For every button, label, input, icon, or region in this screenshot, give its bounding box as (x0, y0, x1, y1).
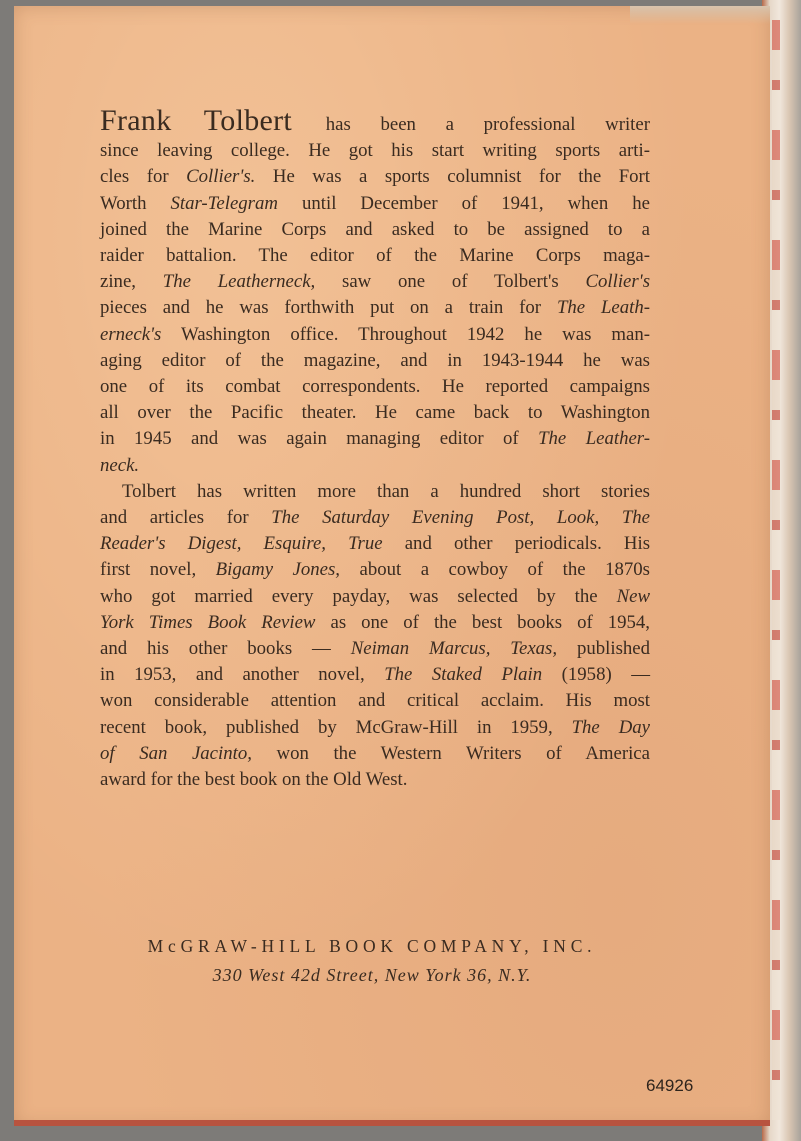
bio-text: raider battalion. The editor of the Marine Corps maga- (100, 245, 650, 267)
bio-line (100, 243, 650, 269)
bio-text: Worth (100, 192, 171, 214)
bio-line (100, 104, 650, 138)
bio-text: published (557, 638, 650, 660)
bio-line (100, 662, 650, 688)
italic-title: neck. (100, 454, 140, 476)
bio-line (100, 191, 650, 217)
bio-text: award for the best book on the Old West. (100, 769, 408, 791)
bio-line (100, 688, 650, 714)
bio-text: (1958) — (542, 664, 650, 686)
bio-text: one of its combat correspondents. He reported campaigns (100, 376, 650, 398)
italic-title: Star-Telegram (170, 192, 278, 214)
bio-text: cles for (100, 166, 187, 188)
bio-text: saw one of Tolbert's (315, 271, 586, 293)
bio-text: first novel, (100, 559, 216, 581)
bio-line (100, 453, 650, 479)
bio-line (100, 531, 650, 557)
bio-line (100, 322, 650, 348)
bio-text: has been a professional writer (296, 114, 650, 135)
bio-line (100, 715, 650, 741)
bio-text: until December of 1941, when he (277, 192, 650, 214)
bio-text: pieces and he was forthwith put on a train for (100, 297, 557, 319)
bio-line (100, 584, 650, 610)
bio-line (100, 610, 650, 636)
bio-line (100, 217, 650, 243)
bio-line (100, 138, 650, 164)
bio-text: won considerable attention and critical acclaim. His most (100, 690, 650, 712)
bio-text: Tolbert has written more than a hundred short stories (122, 480, 650, 502)
bio-text: Washington office. Throughout 1942 he was man- (161, 323, 650, 345)
jacket-wear (630, 6, 770, 24)
italic-title: York Times Book Review (100, 611, 316, 633)
author-name: Frank Tolbert (100, 104, 293, 137)
bio-line (100, 269, 650, 295)
bio-text: in 1953, and another novel, (100, 664, 385, 686)
italic-title: The Leath- (556, 297, 651, 319)
italic-title: Neiman Marcus, Texas, (350, 638, 558, 660)
bio-text: zine, (100, 271, 163, 293)
bio-text: since leaving college. He got his start writing sports arti- (100, 140, 650, 162)
bio-line (100, 295, 650, 321)
bio-text: about a cowboy of the 1870s (340, 559, 650, 581)
bio-text: all over the Pacific theater. He came back to Washington (100, 402, 650, 424)
bio-text: in 1945 and was again managing editor of (100, 428, 539, 450)
publisher-address: 330 West 42d Street, New York 36, N.Y. (212, 965, 532, 985)
bio-line (100, 557, 650, 583)
italic-title: Collier's (585, 271, 651, 293)
bio-text: who got married every payday, was selected by the (100, 585, 617, 607)
italic-title: The Saturday Evening Post, Look, The (271, 507, 650, 529)
bio-text: won the Western Writers of America (251, 742, 650, 764)
book-code: 64926 (646, 1076, 694, 1095)
bio-text: He was a sports columnist for the Fort (255, 166, 650, 188)
italic-title: New (616, 585, 650, 607)
bio-text: as one of the best books of 1954, (315, 611, 650, 633)
bio-line (100, 374, 650, 400)
bio-text: recent book, published by McGraw-Hill in 1959, (100, 716, 572, 738)
italic-title: Collier's. (186, 166, 256, 188)
bio-text: and his other books — (100, 638, 351, 660)
spine-stripe (772, 20, 780, 1120)
bio-text: joined the Marine Corps and asked to be assigned to a (100, 218, 650, 240)
jacket-bottom-edge (14, 1120, 770, 1126)
publisher-name: McGRAW-HILL BOOK COMPANY, INC. (147, 936, 597, 956)
italic-title: of San Jacinto, (100, 742, 252, 764)
bio-text: aging editor of the magazine, and in 1943-1944 he was (100, 349, 650, 371)
bio-line (100, 636, 650, 662)
bio-line (100, 767, 650, 793)
italic-title: The Day (571, 716, 650, 738)
bio-line (100, 348, 650, 374)
bio-line (100, 505, 650, 531)
bio-line (100, 400, 650, 426)
bio-line (100, 164, 650, 190)
author-bio (100, 104, 651, 793)
publisher-block (98, 936, 646, 986)
bio-text: and other periodicals. His (382, 533, 651, 555)
italic-title: The Staked Plain (384, 664, 543, 686)
bio-text: and articles for (100, 507, 272, 529)
italic-title: Reader's Digest, Esquire, True (100, 533, 383, 555)
bio-line (100, 741, 650, 767)
bio-line (100, 426, 650, 452)
italic-title: erneck's (100, 323, 162, 345)
italic-title: The Leatherneck, (162, 271, 316, 293)
bio-line (100, 479, 650, 505)
italic-title: Bigamy Jones, (215, 559, 340, 581)
italic-title: The Leather- (538, 428, 650, 450)
